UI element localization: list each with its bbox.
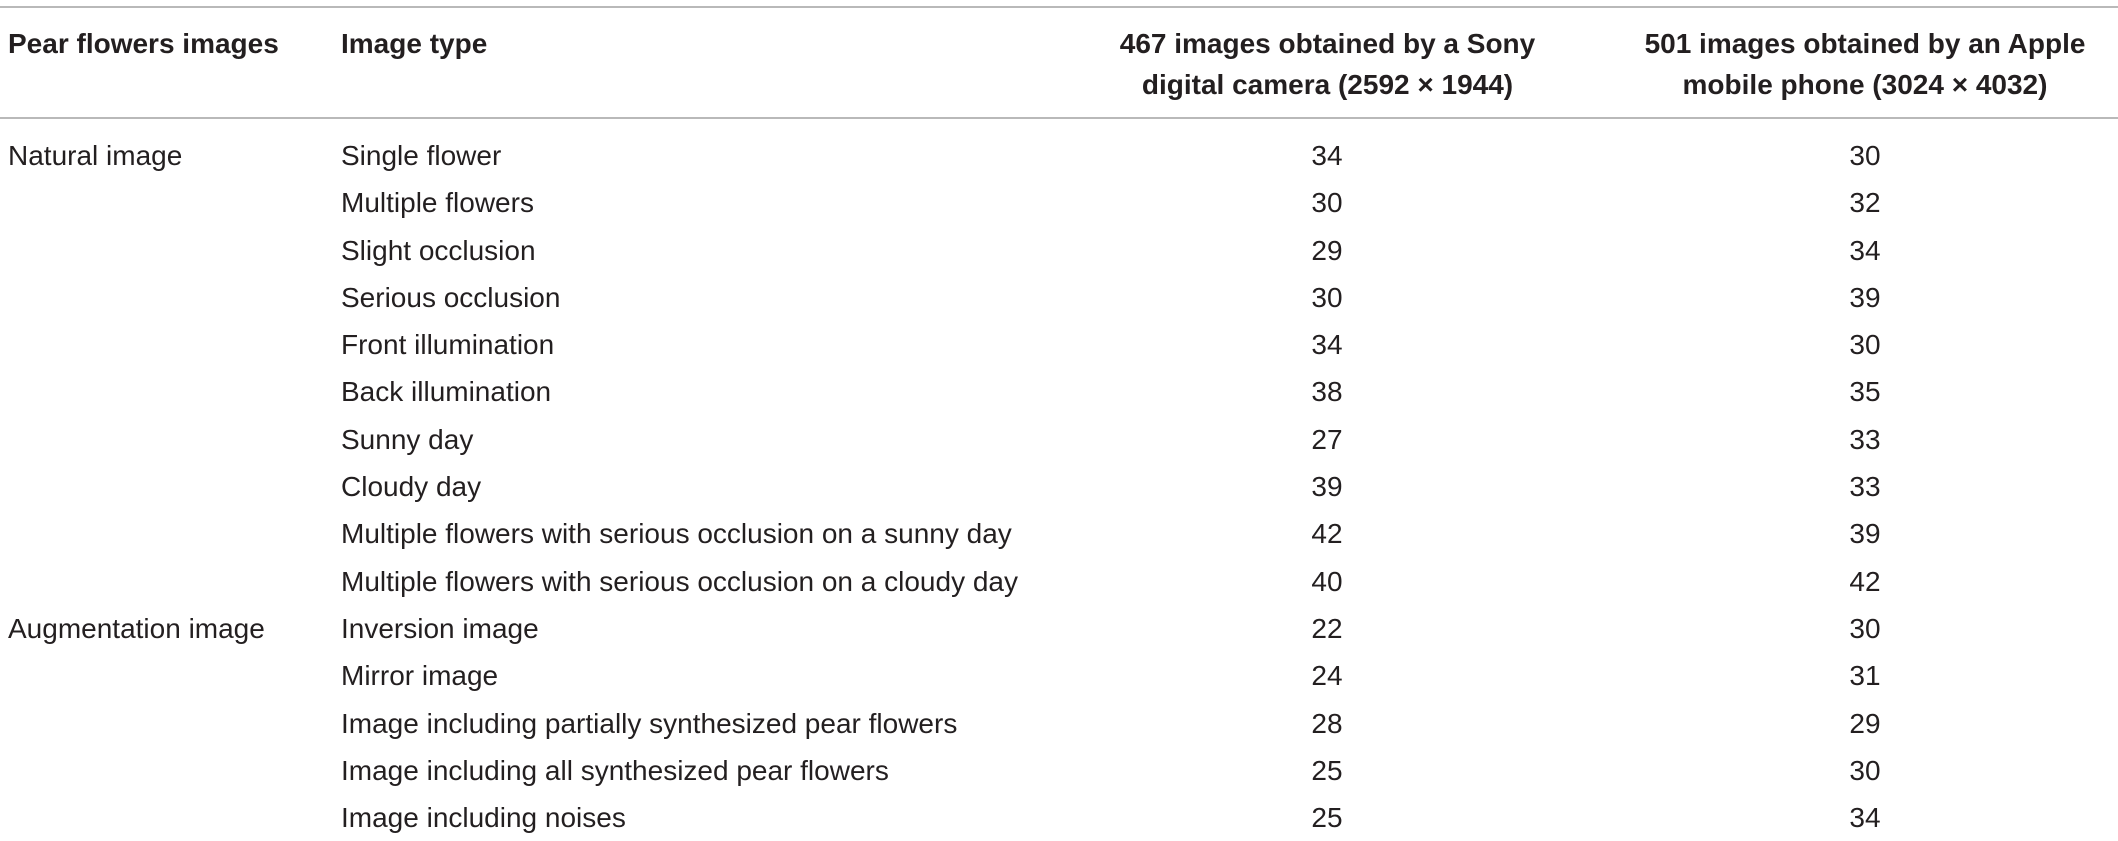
image-type-cell: Back illumination: [341, 376, 552, 408]
table-row: [0, 510, 2118, 557]
apple-count-cell: 42: [1849, 565, 1881, 597]
group-cell: Augmentation image: [8, 612, 265, 644]
table-row: [0, 368, 2118, 415]
sony-count-cell: 29: [1311, 234, 1343, 266]
table-row: [0, 321, 2118, 368]
sony-count-cell: 40: [1311, 565, 1343, 597]
apple-count-cell: 30: [1849, 754, 1881, 786]
sony-count-cell: 39: [1311, 471, 1343, 503]
sony-count-cell: 38: [1311, 376, 1343, 408]
table-header: [0, 6, 2118, 118]
apple-count-cell: 39: [1849, 281, 1881, 313]
table-row: [0, 747, 2118, 794]
image-type-cell: Cloudy day: [341, 471, 482, 503]
apple-count-cell: 30: [1849, 140, 1881, 171]
table-body: [0, 132, 2118, 841]
sony-count-cell: 28: [1311, 707, 1343, 739]
table-row: [0, 794, 2118, 841]
image-type-cell: Image including partially synthesized pear flowers: [341, 707, 958, 739]
sony-count-cell: 25: [1311, 802, 1343, 834]
apple-count-cell: 32: [1849, 187, 1881, 219]
table-row: [0, 605, 2118, 652]
sony-count-cell: 30: [1311, 187, 1343, 219]
image-type-cell: Sunny day: [341, 423, 474, 455]
table-row: [0, 227, 2118, 274]
image-type-cell: Slight occlusion: [341, 234, 536, 266]
apple-count-cell: 31: [1849, 660, 1881, 692]
sony-count-cell: 22: [1311, 612, 1343, 644]
image-type-cell: Multiple flowers with serious occlusion on a cloudy day: [341, 565, 1018, 597]
sony-count-cell: 34: [1311, 329, 1343, 361]
header-rule: [0, 117, 2118, 119]
header-sony-camera: 467 images obtained by a Sony digital camera (2592 × 1944): [1119, 28, 1536, 100]
table-row: [0, 700, 2118, 747]
apple-count-cell: 39: [1849, 518, 1881, 550]
apple-count-cell: 33: [1849, 423, 1881, 455]
header-image-type: Image type: [341, 28, 488, 59]
apple-count-cell: 34: [1849, 234, 1881, 266]
sony-count-cell: 34: [1311, 140, 1343, 171]
table-row: [0, 132, 2118, 179]
table-row: [0, 416, 2118, 463]
header-apple-phone: 501 images obtained by an Apple mobile phone (3024 × 4032): [1644, 28, 2086, 100]
sony-count-cell: 30: [1311, 281, 1343, 313]
image-type-cell: Multiple flowers: [341, 187, 534, 219]
table-row: [0, 274, 2118, 321]
image-type-cell: Serious occlusion: [341, 281, 561, 313]
image-type-cell: Multiple flowers with serious occlusion on a sunny day: [341, 518, 1012, 550]
sony-count-cell: 25: [1311, 754, 1343, 786]
apple-count-cell: 35: [1849, 376, 1881, 408]
group-cell: Natural image: [8, 140, 183, 171]
table-row: [0, 558, 2118, 605]
apple-count-cell: 30: [1849, 612, 1881, 644]
header-pear-flowers-images: Pear flowers images: [8, 28, 279, 59]
table-row: [0, 463, 2118, 510]
image-type-cell: Single flower: [341, 140, 502, 171]
table-row: [0, 652, 2118, 699]
image-type-cell: Front illumination: [341, 329, 555, 361]
apple-count-cell: 34: [1849, 802, 1881, 834]
apple-count-cell: 33: [1849, 471, 1881, 503]
apple-count-cell: 29: [1849, 707, 1881, 739]
sony-count-cell: 27: [1311, 423, 1343, 455]
sony-count-cell: 24: [1311, 660, 1343, 692]
sony-count-cell: 42: [1311, 518, 1343, 550]
image-type-cell: Inversion image: [341, 612, 539, 644]
apple-count-cell: 30: [1849, 329, 1881, 361]
image-type-cell: Image including noises: [341, 802, 626, 834]
table-row: [0, 179, 2118, 226]
image-type-cell: Mirror image: [341, 660, 499, 692]
image-type-cell: Image including all synthesized pear flowers: [341, 754, 889, 786]
